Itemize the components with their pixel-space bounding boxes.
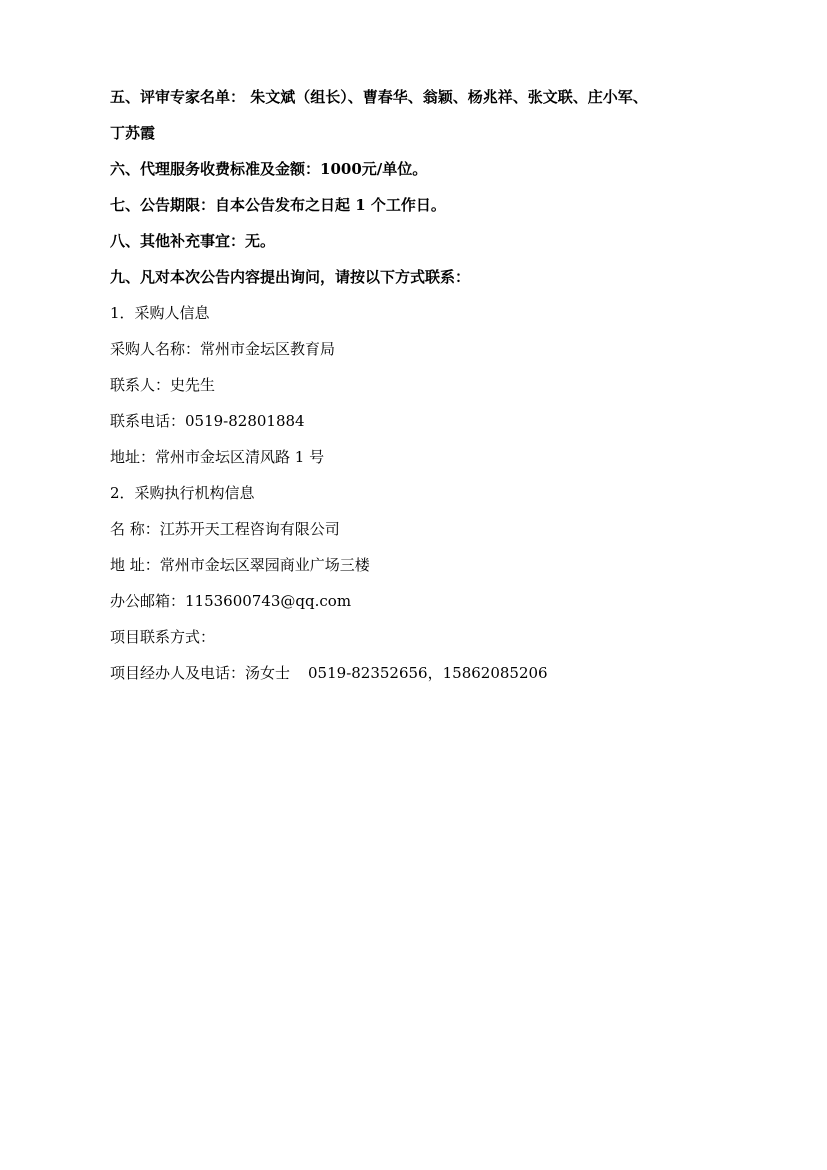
section-6-agency-fee: 六、代理服务收费标准及金额：1000元/单位。 — [110, 160, 428, 178]
section-5-expert-list: 五、评审专家名单： 朱文斌（组长）、曹春华、翁颖、杨兆祥、张文联、庄小军、 — [110, 88, 648, 106]
purchaser-name: 采购人名称：常州市金坛区教育局 — [110, 340, 336, 358]
section-7-announcement-period: 七、公告期限：自本公告发布之日起 1 个工作日。 — [110, 196, 446, 214]
agency-info-heading: 2．采购执行机构信息 — [110, 484, 255, 502]
purchaser-phone: 联系电话：0519-82801884 — [110, 412, 305, 430]
project-handler-line — [110, 663, 548, 683]
section-9-contact-intro: 九、凡对本次公告内容提出询问，请按以下方式联系： — [110, 268, 471, 286]
project-handler-label: 项目经办人及电话：汤女士 — [110, 664, 291, 682]
section-5-expert-list-continued: 丁苏霞 — [110, 124, 156, 142]
project-handler-phones: 0519-82352656，15862085206 — [308, 664, 548, 682]
purchaser-address: 地址：常州市金坛区清风路 1 号 — [110, 448, 325, 466]
agency-address: 地 址：常州市金坛区翠园商业广场三楼 — [110, 556, 370, 574]
agency-name: 名 称：江苏开天工程咨询有限公司 — [110, 520, 340, 538]
agency-email: 办公邮箱：1153600743@qq.com — [110, 592, 352, 610]
section-8-other-matters: 八、其他补充事宜：无。 — [110, 232, 276, 250]
project-contact-heading: 项目联系方式： — [110, 628, 216, 646]
purchaser-info-heading: 1．采购人信息 — [110, 304, 210, 322]
purchaser-contact-person: 联系人：史先生 — [110, 376, 216, 394]
